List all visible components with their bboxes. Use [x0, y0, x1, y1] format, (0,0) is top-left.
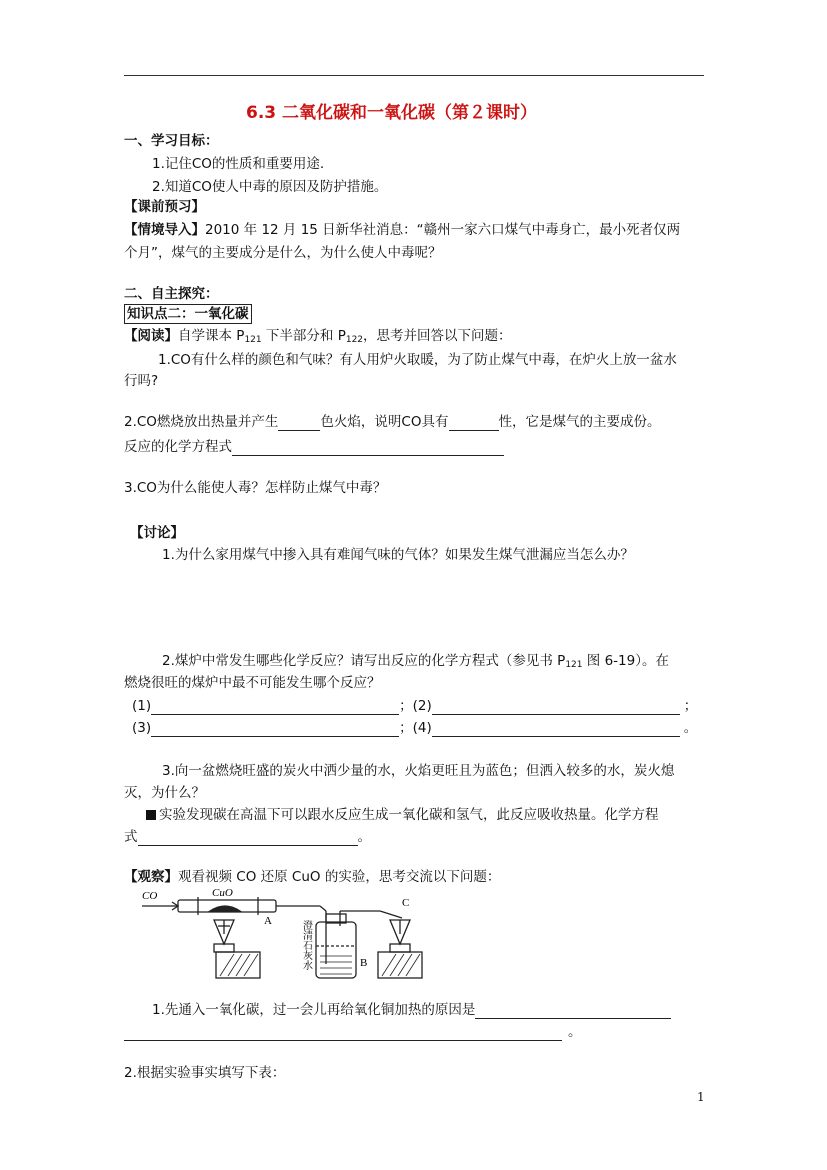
blank-row-1 — [132, 697, 697, 715]
observe-text: 观看视频 CO 还原 CuO 的实验，思考交流以下问题： — [178, 869, 501, 885]
diagram-label-b: B — [360, 957, 368, 969]
q2-text-a: 2.CO燃烧放出热量并产生 — [124, 414, 279, 430]
blank-4-label: (4) — [412, 720, 432, 736]
o1-text: 1.先通入一氧化碳，过一会儿再给氧化铜加热的原因是 — [152, 1002, 476, 1018]
semicolon-2: ； — [683, 698, 698, 714]
page-title: 6.3 二氧化碳和一氧化碳（第２课时） — [246, 103, 538, 123]
question-2-line-1 — [124, 413, 661, 431]
co-reduction-apparatus-diagram — [140, 886, 430, 986]
q2-text-b: 色火焰，说明CO具有 — [320, 414, 449, 430]
period-4: 。 — [683, 720, 698, 736]
diagram-label-a: A — [264, 915, 272, 927]
o1-blank-2[interactable] — [124, 1026, 562, 1041]
intro-label: 【情境导入】 — [124, 222, 205, 238]
blank-2-label: (2) — [412, 698, 432, 714]
diagram-label-cuo: CuO — [212, 887, 233, 899]
d3-text-3: 实验发现碳在高温下可以跟水反应生成一氧化碳和氢气，此反应吸收热量。化学方程 — [159, 807, 659, 823]
semicolon-1: ； — [399, 698, 413, 714]
read-text-b: 下半部分和 P — [261, 328, 346, 344]
d2-sub: 121 — [565, 660, 583, 670]
preview-label: 【课前预习】 — [124, 199, 205, 215]
read-line — [124, 327, 512, 349]
blank-row-2 — [132, 719, 697, 737]
diagram-label-co: CO — [142, 890, 158, 902]
read-sub-2: 122 — [345, 335, 364, 345]
diagram-label-limewater: 澄清石灰水 — [300, 920, 312, 970]
intro-text-1: 2010 年 12 月 15 日新华社消息：“赣州一家六口煤气中毒身亡，最小死者仅两 — [205, 222, 681, 238]
read-sub-1: 121 — [244, 335, 262, 345]
section2-heading: 二、自主探究： — [124, 286, 219, 302]
question-1-line-2: 行吗? — [124, 373, 159, 389]
blank-1[interactable] — [151, 700, 399, 715]
read-text-c: ，思考并回答以下问题： — [363, 328, 512, 344]
d2-text-a: 2.煤炉中常发生哪些化学反应？请写出反应的化学方程式（参见书 P — [162, 653, 566, 669]
read-text-a: 自学课本 P — [178, 328, 245, 344]
blank-3[interactable] — [151, 722, 399, 737]
black-square-bullet-icon — [146, 810, 156, 820]
o1-blank[interactable] — [475, 1004, 671, 1019]
discussion-1: 1.为什么家用煤气中掺入具有难闻气味的气体？如果发生煤气泄漏应当怎么办？ — [162, 547, 634, 563]
question-1-line-1: 1.CO有什么样的颜色和气味？有人用炉火取暖，为了防止煤气中毒，在炉火上放一盆水 — [158, 352, 677, 368]
read-label: 【阅读】 — [124, 328, 178, 344]
q2-equation-blank[interactable] — [232, 441, 504, 456]
d3-period: 。 — [357, 829, 371, 845]
intro-line-1 — [124, 221, 680, 239]
discussion-label: 【讨论】 — [130, 525, 184, 541]
discussion-2-line-2: 燃烧很旺的煤炉中最不可能发生哪个反应？ — [124, 675, 381, 691]
semicolon-3: ； — [399, 720, 413, 736]
d2-text-b: 图 6-19）。在 — [582, 653, 669, 669]
observe-line — [124, 868, 500, 886]
header-rule — [124, 75, 704, 76]
discussion-3-line-2: 灭，为什么？ — [124, 785, 205, 801]
discussion-3-line-3 — [146, 806, 659, 824]
observe-question-2: 2.根据实验事实填写下表： — [124, 1065, 286, 1081]
goal-1: 1.记住CO的性质和重要用途. — [152, 156, 325, 172]
goal-2: 2.知道CO使人中毒的原因及防护措施。 — [152, 179, 388, 195]
page-number: 1 — [697, 1090, 705, 1104]
observe-label: 【观察】 — [124, 869, 178, 885]
question-2-line-2 — [124, 438, 504, 456]
d3-text-4: 式 — [124, 829, 138, 845]
q2-blank-color[interactable] — [278, 416, 320, 431]
o1-period: 。 — [568, 1024, 582, 1040]
blank-3-label: (3) — [132, 720, 152, 736]
q2-text-c: 性，它是煤气的主要成份。 — [498, 414, 661, 430]
blank-1-label: (1) — [132, 698, 152, 714]
blank-2[interactable] — [432, 700, 680, 715]
section1-heading: 一、学习目标： — [124, 133, 219, 149]
observe-question-1 — [152, 1001, 671, 1019]
observe-question-1-line-2 — [124, 1023, 582, 1041]
q2-equation-label: 反应的化学方程式 — [124, 439, 232, 455]
discussion-3-line-1: 3.向一盆燃烧旺盛的炭火中洒少量的水，火焰更旺且为蓝色；但洒入较多的水，炭火熄 — [162, 763, 675, 779]
d3-equation-blank[interactable] — [138, 831, 358, 846]
q2-blank-property[interactable] — [449, 416, 499, 431]
blank-4[interactable] — [432, 722, 680, 737]
knowledge-point-box: 知识点二：一氧化碳 — [124, 304, 252, 324]
question-3: 3.CO为什么能使人毒？怎样防止煤气中毒？ — [124, 480, 387, 496]
intro-line-2: 个月”，煤气的主要成分是什么，为什么使人中毒呢？ — [124, 245, 442, 261]
discussion-3-line-4 — [124, 828, 371, 846]
diagram-label-c: C — [402, 897, 410, 909]
discussion-2-line-1 — [162, 652, 669, 674]
